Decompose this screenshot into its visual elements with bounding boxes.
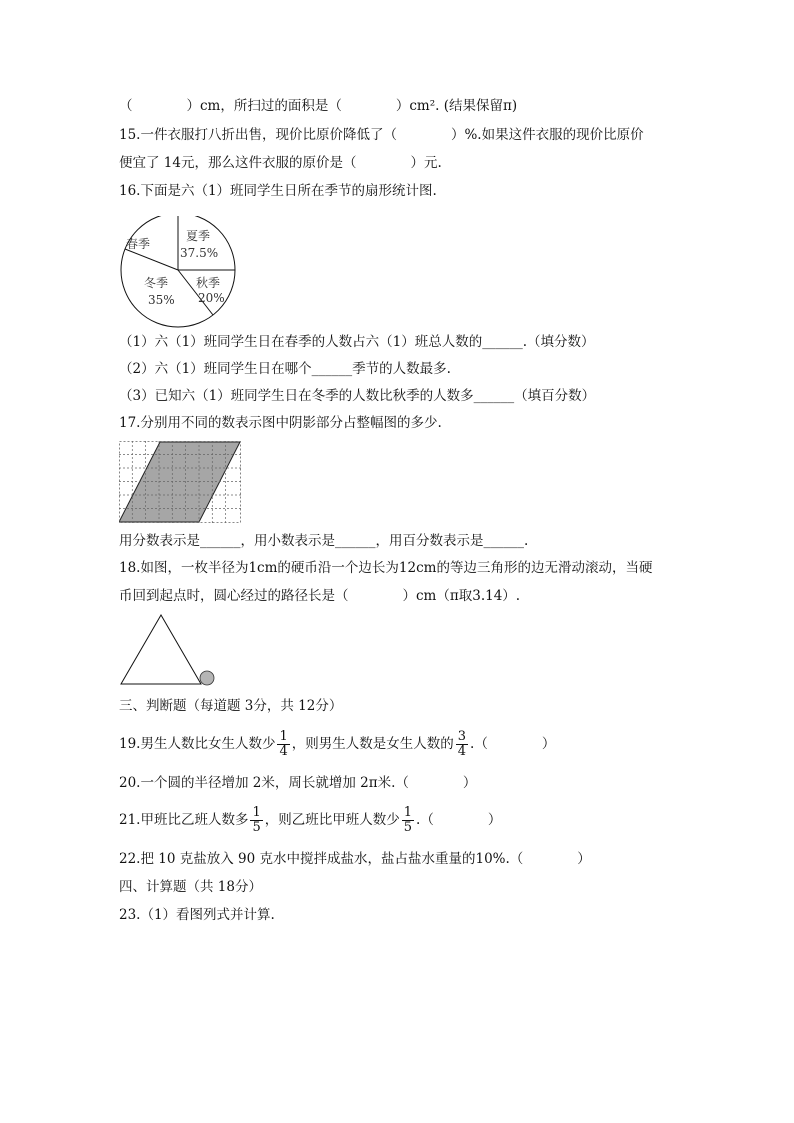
q17-stem: 17.分别用不同的数表示图中阴影部分占整幅图的多少. [119, 415, 442, 431]
q21-text-b: ，则乙班比甲班人数少 [264, 812, 400, 828]
winter-label: 冬季 [144, 276, 169, 290]
q21-fraction-a-num: 1 [252, 805, 261, 820]
autumn-percent: 20% [198, 291, 225, 305]
spring-label: 春季 [126, 237, 151, 251]
q19-fraction-a-num: 1 [279, 729, 288, 744]
summer-label: 夏季 [186, 229, 211, 243]
q21-text-a: 21.甲班比乙班人数多 [119, 812, 249, 828]
q19 [119, 728, 555, 760]
q19-text-c: .（ ） [470, 736, 556, 752]
q21-text-c: .（ ） [416, 812, 502, 828]
summer-percent: 37.5% [180, 246, 219, 260]
section-3-heading: 三、判断题（每道题 3分，共 12分） [119, 698, 343, 714]
q22: 22.把 10 克盐放入 90 克水中搅拌成盐水，盐占盐水重量的10%.（ ） [119, 851, 591, 867]
q18-line2: 币回到起点时，圆心经过的路径长是（ ）cm（π取3.14）. [119, 588, 521, 604]
q19-fraction-b-den: 4 [457, 744, 467, 759]
q19-fraction-b-num: 3 [457, 729, 467, 744]
q16-sub1: （1）六（1）班同学生日在春季的人数占六（1）班总人数的______.（填分数） [119, 334, 595, 350]
q19-text-b: ，则男生人数是女生人数的 [291, 736, 454, 752]
q17-answer-line: 用分数表示是______，用小数表示是______，用百分数表示是______. [119, 533, 529, 549]
q19-text-a: 19.男生人数比女生人数少 [119, 736, 276, 752]
q16-sub3: （3）已知六（1）班同学生日在冬季的人数比秋季的人数多______（填百分数） [119, 388, 596, 404]
q21-fraction-b-num: 1 [403, 805, 413, 820]
q21-fraction-a-den: 5 [252, 820, 261, 835]
q15-line1: 15.一件衣服打八折出售，现价比原价降低了（ ）%.如果这件衣服的现价比原价 [119, 127, 644, 143]
q14-continuation: （ ）cm，所扫过的面积是（ ）cm². (结果保留π) [119, 98, 518, 114]
season-pie-chart [116, 216, 242, 328]
coin [200, 671, 214, 685]
q23-stem: 23.（1）看图列式并计算. [119, 907, 275, 923]
q16-stem: 16.下面是六（1）班同学生日所在季节的扇形统计图. [119, 183, 437, 199]
q18-line1: 18.如图，一枚半径为1cm的硬币沿一个边长为12cm的等边三角形的边无滑动滚动，当硬 [119, 560, 653, 576]
autumn-label: 秋季 [196, 276, 221, 290]
q21 [119, 804, 501, 836]
q19-fraction-a-den: 4 [279, 744, 288, 759]
q16-sub2: （2）六（1）班同学生日在哪个______季节的人数最多. [119, 361, 451, 377]
q20: 20.一个圆的半径增加 2米，周长就增加 2π米.（ ） [119, 775, 477, 791]
q21-fraction-a [250, 806, 262, 835]
q19-fraction-b [456, 730, 468, 759]
section-4-heading: 四、计算题（共 18分） [119, 879, 262, 895]
q15-line2: 便宜了 14元，那么这件衣服的原价是（ ）元. [119, 155, 442, 171]
triangle-coin-figure [118, 612, 218, 688]
q21-fraction-b [402, 806, 414, 835]
q19-fraction-a [277, 730, 289, 759]
winter-percent: 35% [148, 293, 175, 307]
grid-parallelogram-figure [119, 441, 243, 524]
q21-fraction-b-den: 5 [403, 820, 413, 835]
